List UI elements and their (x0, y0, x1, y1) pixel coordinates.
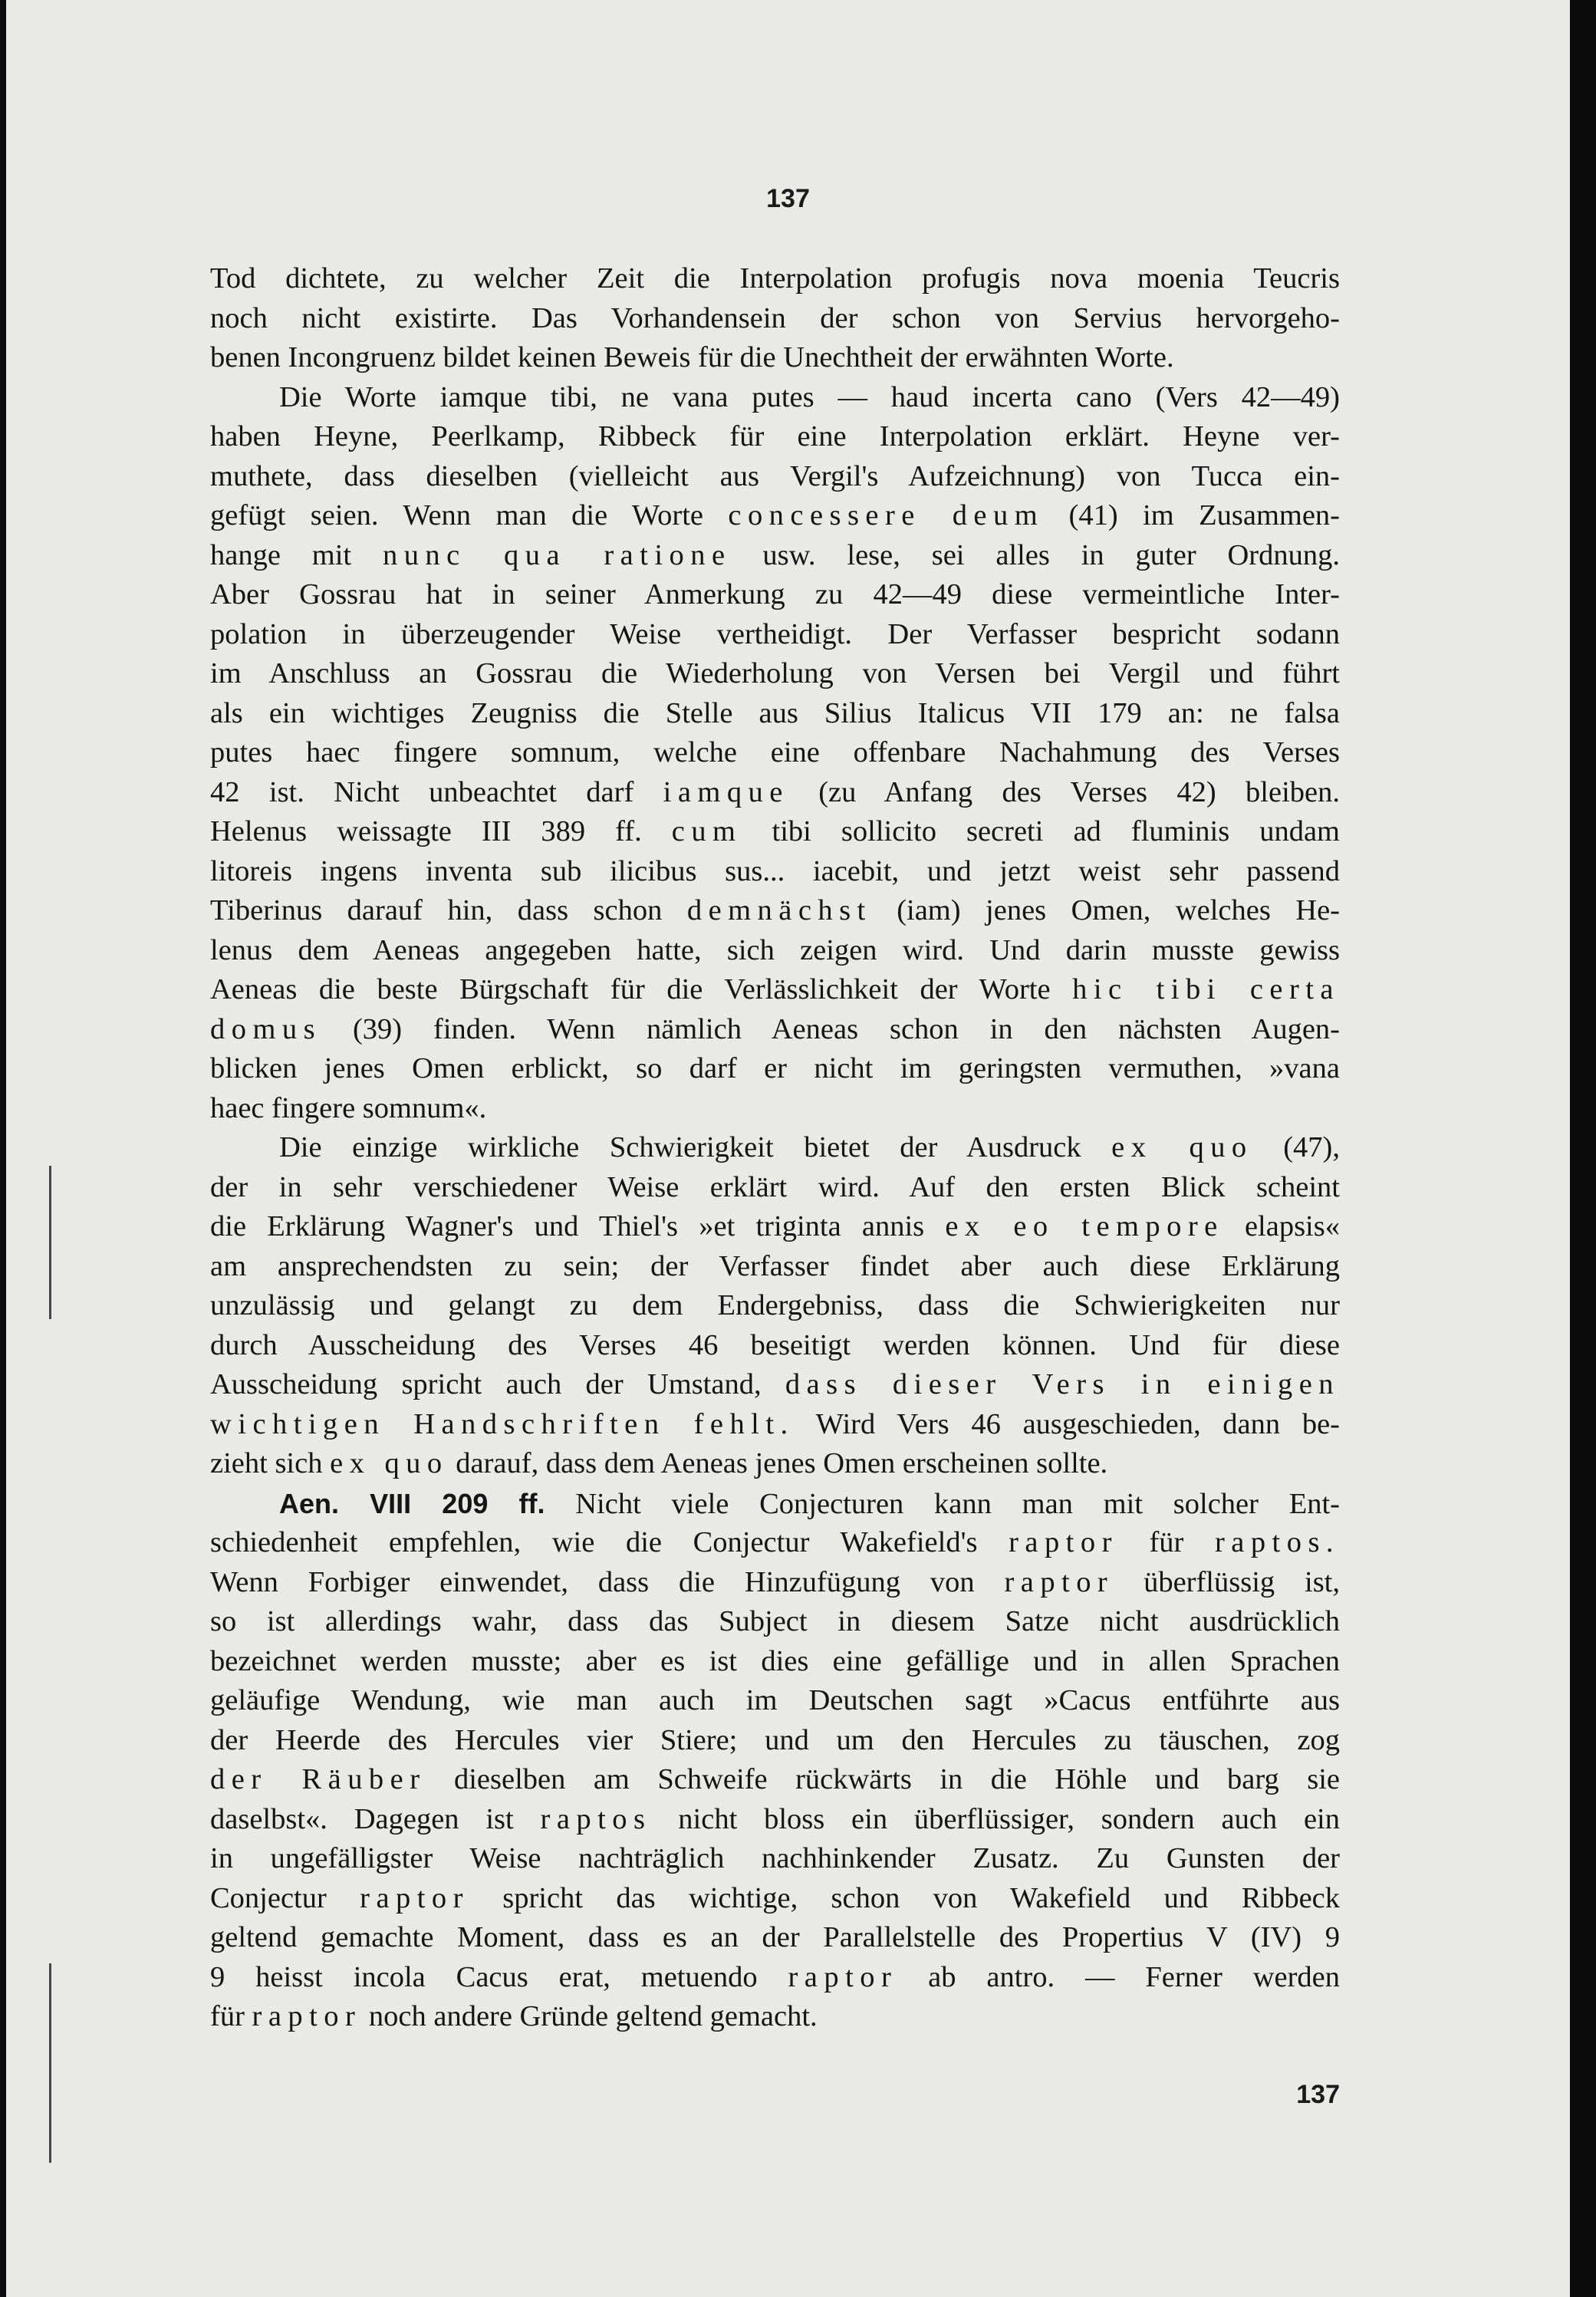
line-text: (47), (1252, 1131, 1340, 1163)
line-text: tibi sollicito secreti ad fluminis undam (742, 815, 1340, 847)
line-text: haben Heyne, Peerlkamp, Ribbeck für eine Interpolation erklärt. Heyne ver- (210, 420, 1340, 452)
line-text: Aeneas die beste Bürgschaft für die Verlässlichkeit der Worte (210, 973, 1073, 1005)
text-line (210, 417, 1340, 457)
line-text: muthete, dass dieselben (vielleicht aus Vergil's Aufzeichnung) von Tucca ein- (210, 459, 1340, 492)
text-line (210, 1128, 1340, 1168)
text-line (210, 1760, 1340, 1800)
page-number-bottom: 137 (1296, 2080, 1340, 2109)
text-line (210, 1444, 1340, 1484)
spaced-emphasis: raptor (1004, 1565, 1114, 1598)
line-text: ab antro. — Ferner werden (897, 1960, 1340, 1993)
text-line (210, 1681, 1340, 1721)
line-text: (iam) jenes Omen, welches He- (871, 894, 1340, 926)
text-line (210, 1839, 1340, 1879)
line-text: noch andere Gründe geltend gemacht. (361, 2000, 818, 2032)
line-text: Die einzige wirkliche Schwierigkeit bietet der Ausdruck (279, 1131, 1112, 1163)
text-line (210, 970, 1340, 1010)
spaced-emphasis: domus (210, 1012, 322, 1045)
line-text: am ansprechendsten zu sein; der Verfasser findet aber auch diese Erklärung (210, 1249, 1340, 1282)
text-line (210, 852, 1340, 892)
line-text: nicht bloss ein überflüssiger, sondern auch ein (651, 1802, 1340, 1835)
line-text: der Heerde des Hercules vier Stiere; und um den Hercules zu täuschen, zog (210, 1723, 1340, 1756)
text-line (210, 773, 1340, 813)
line-text: litoreis ingens inventa sub ilicibus sus... iacebit, und jetzt weist sehr passend (210, 854, 1340, 887)
line-text: Ausscheidung spricht auch der Umstand, (210, 1368, 785, 1400)
line-text: überflüssig ist, (1114, 1565, 1341, 1598)
text-line (210, 1918, 1340, 1958)
text-line (210, 1405, 1340, 1445)
line-text: für (210, 2000, 252, 2032)
text-line (210, 891, 1340, 931)
line-text: polation in überzeugender Weise vertheidigt. Der Verfasser bespricht sodann (210, 617, 1340, 650)
text-line (210, 1247, 1340, 1287)
line-text: Tod dichtete, zu welcher Zeit die Interpolation profugis nova moenia Teucris (210, 262, 1340, 295)
text-line (210, 259, 1340, 299)
text-line (210, 1207, 1340, 1247)
line-text: im Anschluss an Gossrau die Wiederholung von Versen bei Vergil und führt (210, 657, 1340, 689)
line-text: Nicht viele Conjecturen kann man mit solcher Ent- (545, 1487, 1340, 1520)
text-line (210, 1642, 1340, 1682)
line-text: (39) finden. Wenn nämlich Aeneas schon in den nächsten Augen- (321, 1012, 1340, 1045)
line-text: die Erklärung Wagner's und Thiel's »et triginta annis (210, 1210, 946, 1242)
text-line (210, 299, 1340, 339)
line-text: Wenn Forbiger einwendet, dass die Hinzufügung von (210, 1565, 1005, 1598)
line-text: blicken jenes Omen erblickt, so darf er nicht im geringsten vermuthen, »vana (210, 1052, 1340, 1084)
line-text: in ungefälligster Weise nachträglich nachhinkender Zusatz. Zu Gunsten der (210, 1842, 1340, 1874)
text-line (210, 496, 1340, 536)
text-line (210, 378, 1340, 418)
text-line (210, 733, 1340, 773)
text-line (210, 812, 1340, 852)
section-reference: Aen. VIII 209 ff. (279, 1487, 545, 1519)
spaced-emphasis: raptor (1009, 1526, 1118, 1558)
spaced-emphasis: cum (671, 815, 742, 847)
text-line (210, 1168, 1340, 1208)
text-line (210, 931, 1340, 971)
line-text: putes haec fingere somnum, welche eine offenbare Nachahmung des Verses (210, 736, 1340, 768)
document-page (6, 0, 1570, 2297)
text-line (210, 338, 1340, 378)
text-line (210, 1879, 1340, 1919)
spaced-emphasis: der Räuber (210, 1763, 426, 1795)
line-text: 42 ist. Nicht unbeachtet darf (210, 775, 663, 808)
body-text (210, 259, 1340, 2037)
text-line (210, 1326, 1340, 1366)
line-text: Wird Vers 46 ausgeschieden, dann be- (794, 1407, 1341, 1440)
spaced-emphasis: iamque (663, 775, 789, 808)
line-text: (zu Anfang des Verses 42) bleiben. (788, 775, 1340, 808)
line-text: unzulässig und gelangt zu dem Endergebniss, dass die Schwierigkeiten nur (210, 1289, 1340, 1321)
line-text: geltend gemachte Moment, dass es an der Parallelstelle des Propertius V (IV) 9 (210, 1921, 1340, 1953)
scan-edge-mark (49, 1963, 51, 2163)
text-line (210, 654, 1340, 694)
spaced-emphasis: hic tibi certa (1072, 973, 1340, 1005)
spaced-emphasis: raptor (788, 1960, 898, 1993)
scan-edge-mark (49, 1166, 51, 1319)
spaced-emphasis: wichtigen Handschriften fehlt. (210, 1407, 795, 1440)
line-text: darauf, dass dem Aeneas jenes Omen erscheinen sollte. (448, 1447, 1108, 1479)
line-text: dieselben am Schweife rückwärts in die Höhle und barg sie (426, 1763, 1340, 1795)
line-text: Die Worte iamque tibi, ne vana putes — haud incerta cano (Vers 42—49) (279, 380, 1340, 413)
line-text: Tiberinus darauf hin, dass schon (210, 894, 687, 926)
spaced-emphasis: ex eo tempore (945, 1210, 1224, 1242)
text-line (210, 536, 1340, 576)
line-text: schiedenheit empfehlen, wie die Conjectur Wakefield's (210, 1526, 1009, 1558)
text-line (210, 1800, 1340, 1840)
line-text: bezeichnet werden musste; aber es ist dies eine gefällige und in allen Sprachen (210, 1644, 1340, 1677)
text-line (210, 1286, 1340, 1326)
text-line (210, 1089, 1340, 1129)
line-text: noch nicht existirte. Das Vorhandensein der schon von Servius hervorgeho- (210, 301, 1340, 334)
text-line (210, 1523, 1340, 1563)
spaced-emphasis: ex quo (1111, 1131, 1253, 1163)
line-text: gefügt seien. Wenn man die Worte (210, 499, 729, 531)
text-line (210, 1602, 1340, 1642)
spaced-emphasis: nunc qua ratione (382, 538, 732, 571)
text-line (210, 1721, 1340, 1761)
line-text: durch Ausscheidung des Verses 46 beseitigt werden können. Und für diese (210, 1328, 1340, 1361)
page-number-top: 137 (766, 184, 810, 213)
text-line (210, 615, 1340, 655)
line-text: als ein wichtiges Zeugniss die Stelle aus Silius Italicus VII 179 an: ne falsa (210, 696, 1340, 729)
text-line (210, 1010, 1340, 1050)
line-text: 9 heisst incola Cacus erat, metuendo (210, 1960, 788, 1993)
line-text: Conjectur (210, 1881, 360, 1914)
text-line (210, 1484, 1340, 1524)
spaced-emphasis: demnächst (686, 894, 872, 926)
spaced-emphasis: raptos. (1214, 1526, 1340, 1558)
line-text: elapsis« (1223, 1210, 1340, 1242)
line-text: (41) im Zusammen- (1044, 499, 1340, 531)
spaced-emphasis: concessere deum (728, 499, 1045, 531)
line-text: benen Incongruenz bildet keinen Beweis für die Unechtheit der erwähnten Worte. (210, 341, 1174, 374)
text-line (210, 1365, 1340, 1405)
line-text: hange mit (210, 538, 383, 571)
line-text: so ist allerdings wahr, dass das Subject in diesem Satze nicht ausdrücklich (210, 1605, 1340, 1637)
spaced-emphasis: dass dieser Vers in einigen (785, 1368, 1340, 1400)
line-text: geläufige Wendung, wie man auch im Deutschen sagt »Cacus entführte aus (210, 1684, 1340, 1716)
line-text: zieht sich (210, 1447, 331, 1479)
line-text: Helenus weissagte III 389 ff. (210, 815, 672, 847)
line-text: der in sehr verschiedener Weise erklärt wird. Auf den ersten Blick scheint (210, 1170, 1340, 1203)
line-text: haec fingere somnum«. (210, 1091, 487, 1124)
line-text: daselbst«. Dagegen ist (210, 1802, 541, 1835)
spaced-emphasis: raptos (540, 1802, 652, 1835)
line-text: für (1117, 1526, 1215, 1558)
text-line (210, 1563, 1340, 1603)
text-line (210, 1958, 1340, 1998)
text-line (210, 457, 1340, 497)
line-text: lenus dem Aeneas angegeben hatte, sich zeigen wird. Und darin musste gewiss (210, 933, 1340, 966)
line-text: Aber Gossrau hat in seiner Anmerkung zu 42—49 diese vermeintliche Inter- (210, 578, 1340, 610)
spaced-emphasis: raptor (252, 2000, 362, 2032)
text-line (210, 1049, 1340, 1089)
text-line (210, 575, 1340, 615)
line-text: spricht das wichtige, schon von Wakefield und Ribbeck (469, 1881, 1340, 1914)
text-line (210, 694, 1340, 734)
spaced-emphasis: raptor (360, 1881, 469, 1914)
spaced-emphasis: ex quo (330, 1447, 449, 1479)
text-line (210, 1997, 1340, 2037)
line-text: usw. lese, sei alles in guter Ordnung. (731, 538, 1340, 571)
